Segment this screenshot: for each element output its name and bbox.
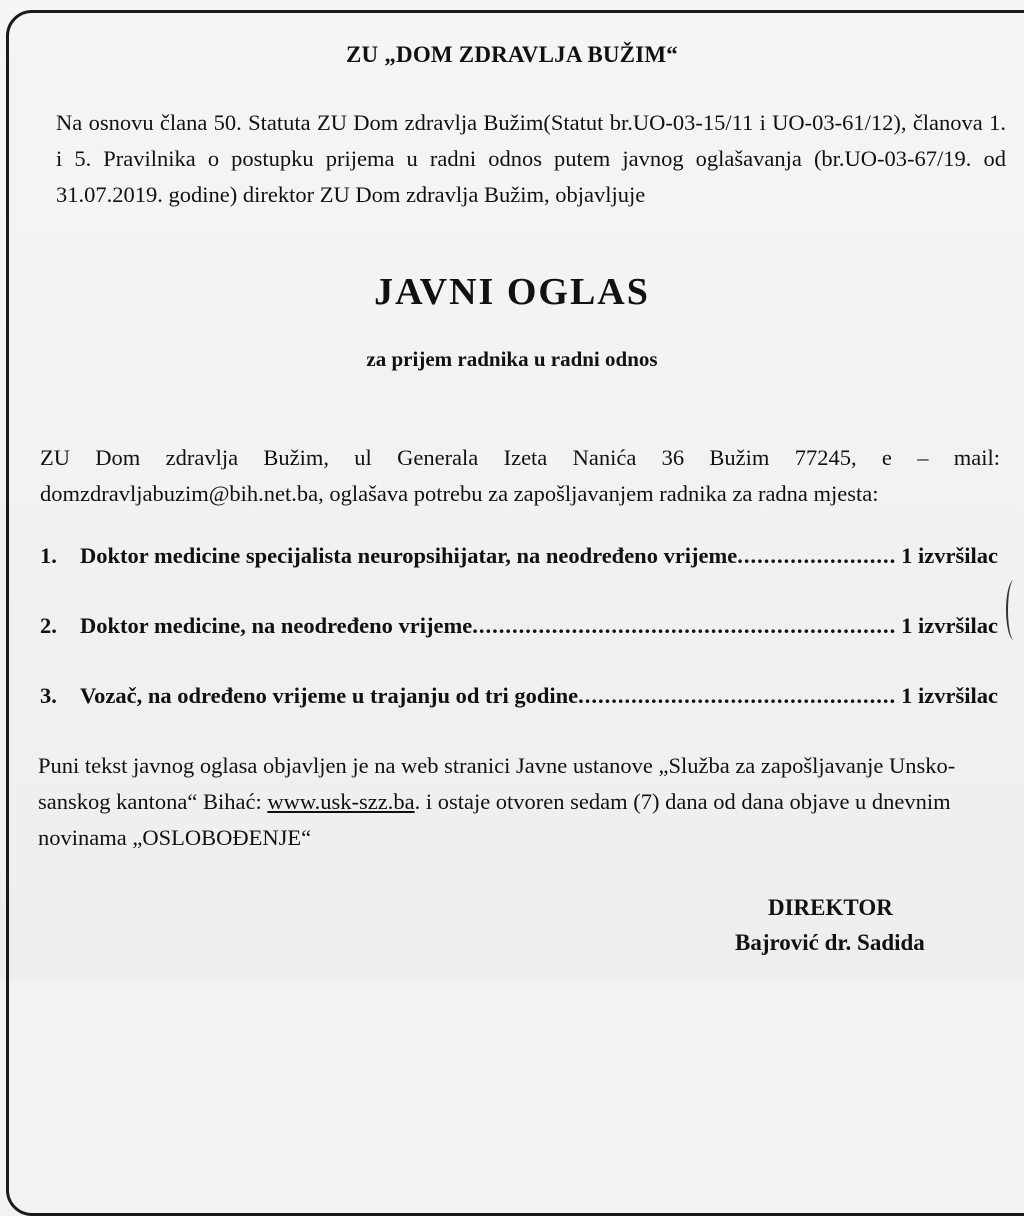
job-item-1 [40,543,998,569]
signature-name: Bajrović dr. Sadida [735,930,925,955]
job-item-2 [40,613,998,639]
dot-leader [578,683,897,709]
page-edge-mark [1006,580,1022,640]
footer-text-before-link: Puni tekst javnog oglasa objavljen je na web stranici Javne ustanove „Služba za zapošljavanje Unsko-sanskog kantona“ Bihać: [38,753,956,814]
job-number: 2. [40,613,57,638]
job-count: 1 izvršilac [901,613,998,638]
footer-paragraph [38,748,998,856]
contact-paragraph: ZU Dom zdravlja Bužim, ul Generala Izeta Nanića 36 Bužim 77245, e – mail: domzdravljabuzim@bih.net.ba, oglašava potrebu za zapošljavanjem radnika za radna mjesta: [40,445,1000,506]
job-number: 1. [40,543,57,568]
job-number: 3. [40,683,57,708]
website-link[interactable]: www.usk-szz.ba [267,789,415,814]
institution-header: ZU „DOM ZDRAVLJA BUŽIM“ [346,42,678,67]
job-title: Doktor medicine, na neodređeno vrijeme [80,613,473,638]
job-item-3 [40,683,998,709]
signature-role: DIREKTOR [768,895,893,920]
job-title: Vozač, na određeno vrijeme u trajanju od tri godine [80,683,579,708]
intro-paragraph: Na osnovu člana 50. Statuta ZU Dom zdravlja Bužim(Statut br.UO-03-15/11 i UO-03-61/12), članova 1. i 5. Pravilnika o postupku prijema u radni odnos putem javnog oglašavanja (br.UO-03-67/19. od 31.07.2019. godine) direktor ZU Dom zdravlja Bužim, objavljuje [56,110,1006,207]
job-count: 1 izvršilac [901,543,998,568]
announcement-title: JAVNI OGLAS [374,271,650,313]
job-count: 1 izvršilac [901,683,998,708]
job-title: Doktor medicine specijalista neuropsihijatar, na neodređeno vrijeme [80,543,738,568]
footer-text-after-link: . i ostaje otvoren sedam (7) dana od dana objave u dnevnim novinama „OSLOBOĐENJE“ [38,789,951,850]
announcement-subtitle: za prijem radnika u radni odnos [366,347,658,371]
dot-leader [737,543,897,569]
dot-leader [472,613,897,639]
